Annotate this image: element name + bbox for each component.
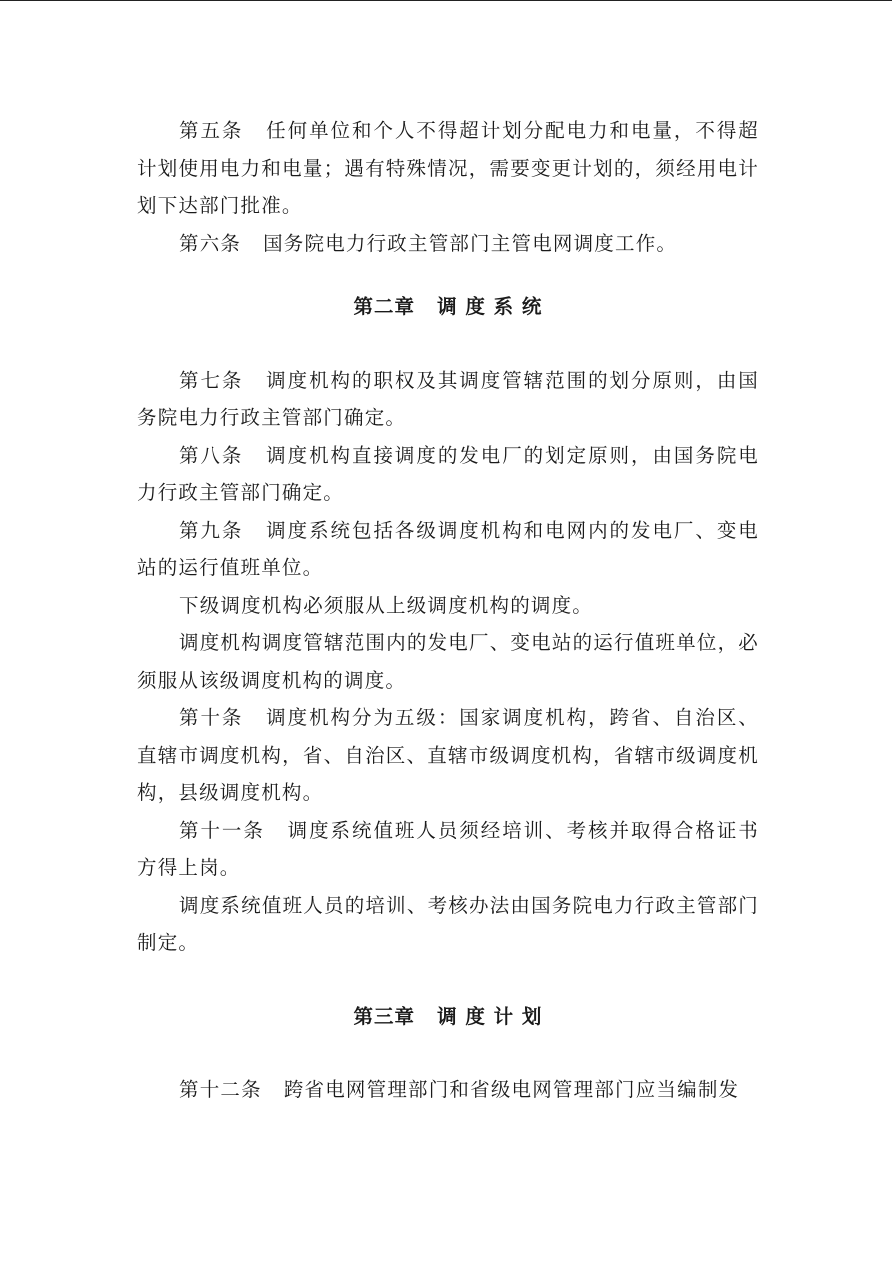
chapter-heading-3 (137, 998, 759, 1036)
article-12 (137, 1071, 759, 1109)
article-text: 任何单位和个人不得超计划分配电力和电量，不得超计划使用电力和电量；遇有特殊情况，需要变更计划的，须经用电计划下达部门批准。 (137, 119, 759, 217)
article-6 (137, 225, 759, 263)
article-11-paragraph-2 (137, 887, 759, 962)
paragraph-text: 调度系统值班人员的培训、考核办法由国务院电力行政主管部门制定。 (137, 893, 759, 954)
article-9-paragraph-3 (137, 624, 759, 699)
article-number: 第九条 (179, 518, 244, 542)
article-8 (137, 437, 759, 512)
chapter-title: 调 度 系 统 (437, 295, 543, 318)
article-10 (137, 699, 759, 812)
paragraph-text: 调度机构调度管辖范围内的发电厂、变电站的运行值班单位，必须服从该级调度机构的调度。 (137, 631, 759, 692)
article-text: 调度系统值班人员须经培训、考核并取得合格证书方得上岗。 (137, 818, 759, 879)
top-border-line (0, 0, 892, 1)
article-number: 第十二条 (179, 1078, 262, 1101)
article-5 (137, 112, 759, 225)
article-9 (137, 512, 759, 587)
paragraph-text: 下级调度机构必须服从上级调度机构的调度。 (179, 593, 594, 617)
chapter-number: 第三章 (353, 1004, 416, 1028)
article-9-paragraph-2 (137, 587, 759, 625)
article-text: 国务院电力行政主管部门主管电网调度工作。 (263, 231, 678, 255)
article-text: 调度机构的职权及其调度管辖范围的划分原则，由国务院电力行政主管部门确定。 (137, 368, 759, 429)
article-7 (137, 362, 759, 437)
article-number: 第八条 (179, 443, 244, 467)
article-number: 第十一条 (179, 818, 265, 842)
chapter-heading-2 (137, 288, 759, 326)
article-text: 调度机构分为五级：国家调度机构，跨省、自治区、直辖市调度机构，省、自治区、直辖市级调度机构，省辖市级调度机构，县级调度机构。 (137, 706, 759, 804)
article-11 (137, 812, 759, 887)
document-page (137, 112, 759, 1109)
article-text: 跨省电网管理部门和省级电网管理部门应当编制发 (283, 1078, 740, 1101)
article-number: 第五条 (179, 119, 244, 142)
chapter-title: 调 度 计 划 (437, 1004, 543, 1028)
article-number: 第七条 (179, 368, 244, 392)
article-number: 第六条 (179, 231, 242, 255)
article-number: 第十条 (179, 706, 244, 729)
article-text: 调度系统包括各级调度机构和电网内的发电厂、变电站的运行值班单位。 (137, 518, 759, 579)
chapter-number: 第二章 (353, 295, 416, 318)
article-text: 调度机构直接调度的发电厂的划定原则，由国务院电力行政主管部门确定。 (137, 443, 759, 504)
